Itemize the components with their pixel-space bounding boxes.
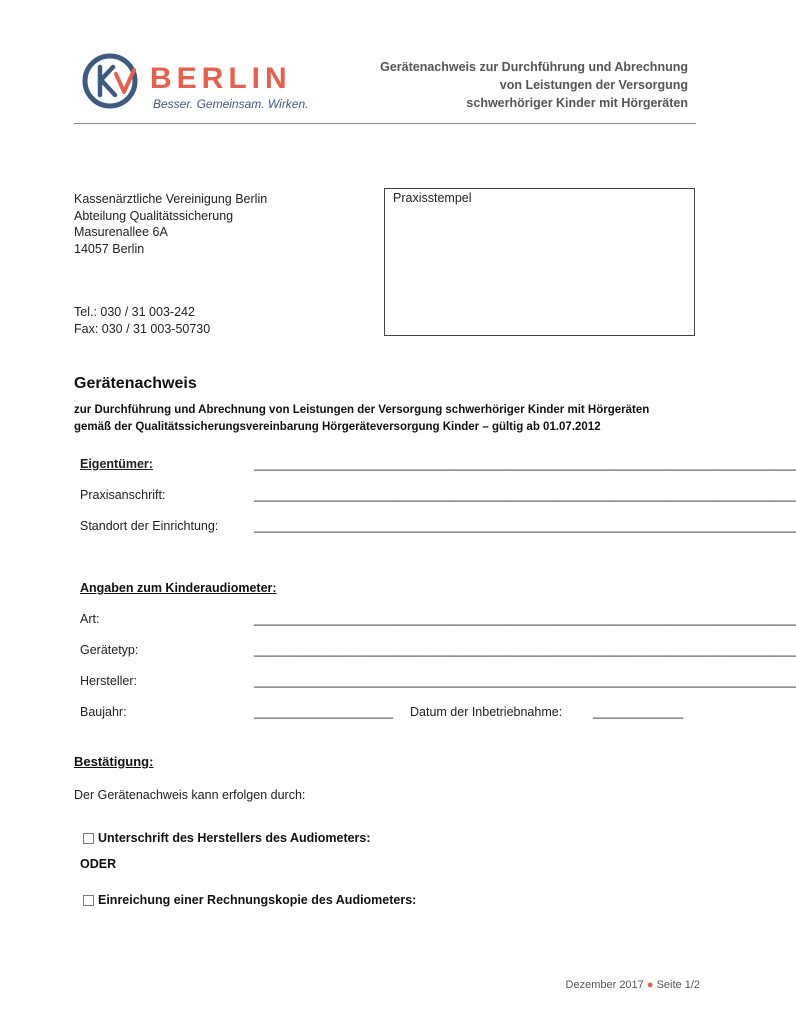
manufacturer-label: Hersteller: bbox=[80, 674, 137, 688]
address-line: Masurenallee 6A bbox=[74, 225, 168, 239]
header-divider bbox=[74, 123, 696, 124]
invoice-copy-checkbox[interactable] bbox=[83, 895, 94, 906]
commissioning-date-label: Datum der Inbetriebnahme: bbox=[410, 705, 563, 719]
fax-number: Fax: 030 / 31 003-50730 bbox=[74, 321, 211, 336]
invoice-copy-label: Einreichung einer Rechnungskopie des Audiometers: bbox=[98, 893, 417, 907]
address-line: Abteilung Qualitätssicherung bbox=[74, 208, 234, 223]
address-line: Kassenärztliche Vereinigung Berlin bbox=[74, 192, 268, 206]
manufacturer-signature-checkbox[interactable] bbox=[83, 833, 94, 844]
practice-address-label: Praxisanschrift: bbox=[80, 488, 166, 502]
address-line: 14057 Berlin bbox=[74, 241, 145, 256]
subtitle-line: zur Durchführung und Abrechnung von Leistungen der Versorgung schwerhöriger Kinder mit Hörgeräten bbox=[74, 404, 650, 416]
contact-info bbox=[74, 304, 210, 337]
manufacturer-signature-label: Unterschrift des Herstellers des Audiometers: bbox=[98, 831, 371, 845]
commissioning-date-field[interactable]: _____________ bbox=[593, 705, 684, 719]
facility-location-field[interactable]: ______________________________________________________________________________ bbox=[254, 519, 796, 533]
document-subtitle bbox=[74, 402, 714, 436]
year-field[interactable]: ____________________ bbox=[254, 705, 394, 719]
header-title-line: Gerätenachweis zur Durchführung und Abrechnung bbox=[380, 60, 688, 74]
type-field[interactable]: ______________________________________________________________________________ bbox=[254, 612, 796, 626]
confirmation-intro: Der Gerätenachweis kann erfolgen durch: bbox=[74, 788, 306, 802]
owner-label: Eigentümer: bbox=[80, 457, 153, 471]
header-title-line: schwerhöriger Kinder mit Hörgeräten bbox=[466, 96, 688, 110]
year-label: Baujahr: bbox=[80, 705, 127, 719]
header-title bbox=[380, 58, 688, 112]
device-type-label: Gerätetyp: bbox=[80, 643, 139, 657]
type-label: Art: bbox=[80, 612, 100, 626]
page-footer bbox=[566, 979, 700, 991]
device-type-field[interactable]: ______________________________________________________________________________ bbox=[254, 643, 796, 657]
footer-date: Dezember 2017 bbox=[565, 979, 644, 991]
manufacturer-field[interactable]: ______________________________________________________________________________ bbox=[254, 674, 796, 688]
logo-slogan: Besser. Gemeinsam. Wirken. bbox=[153, 97, 309, 111]
audiometer-heading: Angaben zum Kinderaudiometer: bbox=[80, 581, 277, 595]
owner-field[interactable]: ______________________________________________________________________________ bbox=[254, 457, 796, 471]
practice-address-field[interactable]: ______________________________________________________________________________ bbox=[254, 488, 796, 502]
phone-number: Tel.: 030 / 31 003-242 bbox=[74, 305, 195, 319]
logo-brand-text: BERLIN bbox=[150, 62, 292, 95]
footer-separator: ● bbox=[646, 979, 654, 991]
page-number: Seite 1/2 bbox=[656, 979, 700, 991]
facility-location-label: Standort der Einrichtung: bbox=[80, 519, 219, 533]
or-separator: ODER bbox=[80, 857, 117, 871]
confirmation-heading: Bestätigung: bbox=[74, 754, 154, 769]
subtitle-line: gemäß der Qualitätssicherungsvereinbarung Hörgeräteversorgung Kinder – gültig ab 01.07.2012 bbox=[74, 421, 601, 433]
practice-stamp-label: Praxisstempel bbox=[393, 191, 472, 205]
document-title: Gerätenachweis bbox=[74, 375, 197, 392]
recipient-address bbox=[74, 191, 267, 257]
practice-stamp-box[interactable] bbox=[384, 188, 695, 336]
header-title-line: von Leistungen der Versorgung bbox=[499, 78, 688, 92]
